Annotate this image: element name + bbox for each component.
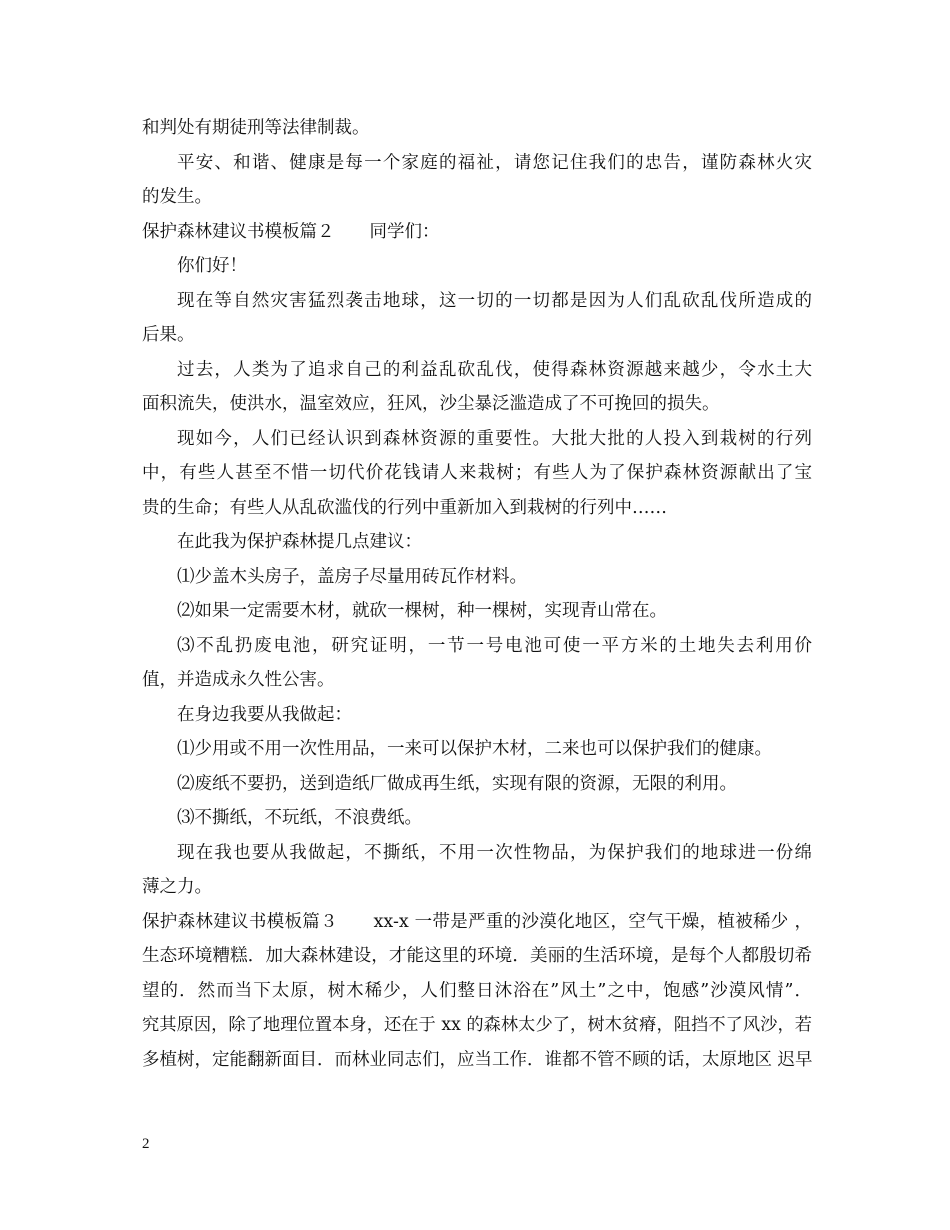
page-number: 2 — [142, 1136, 150, 1152]
paragraph-line: 平安、和谐、健康是每一个家庭的福祉，请您记住我们的忠告，谨防森林火灾 — [177, 152, 812, 173]
paragraph-line: 多植树，定能翻新面目．而林业同志们，应当工作．谁都不管不顾的话，太原地区 迟早 — [142, 1049, 813, 1070]
paragraph-line: 究其原因，除了地理位置本身，还在于 xx 的森林太少了，树木贫瘠，阻挡不了风沙，若 — [142, 1015, 812, 1035]
paragraph-line: 望的．然而当下太原，树木稀少，人们整日沐浴在”风土”之中，饱感”沙漠风情”． — [142, 980, 812, 1001]
paragraph-line: 在身边我要从我做起： — [177, 704, 352, 725]
paragraph-line: 和判处有期徒刑等法律制裁。 — [142, 118, 370, 138]
paragraph-line: ⑵如果一定需要木材，就砍一棵树，种一棵树，实现青山常在。 — [177, 601, 667, 621]
paragraph-line: 现在等自然灾害猛烈袭击地球，这一切的一切都是因为人们乱砍乱伐所造成的 — [177, 290, 812, 311]
paragraph-line: 保护森林建议书模板篇２ 同学们： — [142, 221, 440, 242]
paragraph-line: 面积流失，使洪水，温室效应，狂风，沙尘暴泛滥造成了不可挽回的损失。 — [142, 394, 720, 414]
paragraph-line: 值，并造成永久性公害。 — [142, 670, 335, 690]
paragraph-line: 过去，人类为了追求自己的利益乱砍乱伐，使得森林资源越来越少，令水土大 — [177, 359, 812, 380]
paragraph-line: 现如今，人们已经认识到森林资源的重要性。大批大批的人投入到栽树的行列 — [177, 428, 812, 449]
paragraph-line: ⑶不乱扔废电池，研究证明，一节一号电池可使一平方米的土地失去利用价 — [177, 635, 812, 656]
paragraph-line: 的发生。 — [142, 187, 212, 207]
paragraph-line: 在此我为保护森林提几点建议： — [177, 532, 422, 552]
paragraph-line: 薄之力。 — [142, 877, 212, 897]
paragraph-line: ⑵废纸不要扔，送到造纸厂做成再生纸，实现有限的资源，无限的利用。 — [177, 773, 737, 794]
paragraph-line: ⑶不撕纸，不玩纸，不浪费纸。 — [177, 808, 422, 828]
paragraph-line: 保护森林建议书模板篇３ xx-x 一带是严重的沙漠化地区，空气干燥，植被稀少 ， — [142, 911, 812, 932]
paragraph-line: ⑴少用或不用一次性用品，一来可以保护木材，二来也可以保护我们的健康。 — [177, 739, 772, 759]
paragraph-line: 贵的生命；有些人从乱砍滥伐的行列中重新加入到栽树的行列中…… — [142, 497, 667, 518]
paragraph-line: 后果。 — [142, 325, 195, 345]
paragraph-line: 中，有些人甚至不惜一切代价花钱请人来栽树；有些人为了保护森林资源献出了宝 — [142, 463, 812, 483]
paragraph-line: 你们好！ — [177, 256, 247, 276]
document-body — [142, 111, 812, 1077]
paragraph-line: 生态环境糟糕．加大森林建设，才能这里的环境．美丽的生活环境，是每个人都殷切希 — [142, 946, 812, 966]
paragraph-line: ⑴少盖木头房子，盖房子尽量用砖瓦作材料。 — [177, 566, 527, 587]
paragraph-line: 现在我也要从我做起，不撕纸，不用一次性物品，为保护我们的地球进一份绵 — [177, 842, 812, 863]
